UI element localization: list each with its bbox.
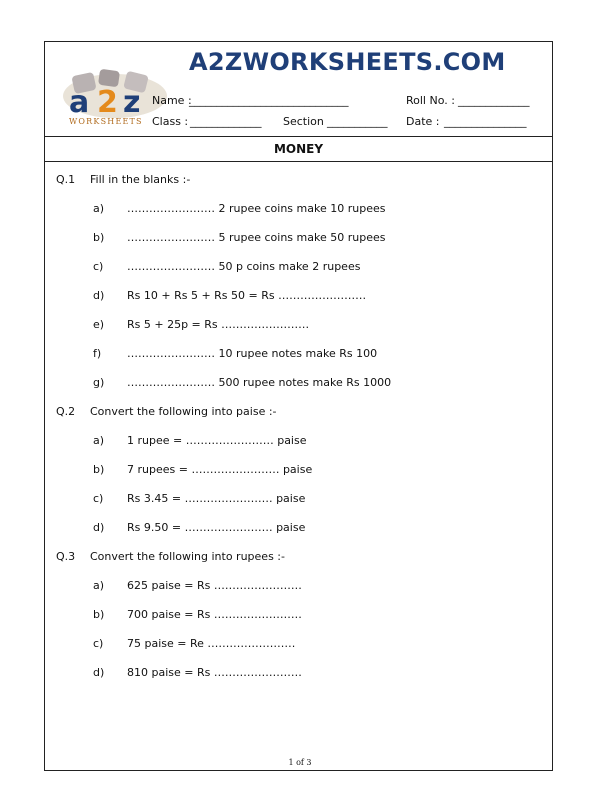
item-label: a) <box>93 202 105 215</box>
question-prompt: Convert the following into rupees :- <box>90 550 285 563</box>
site-title: A2ZWORKSHEETS.COM <box>189 48 506 76</box>
date-field[interactable]: _______________ <box>444 115 527 128</box>
item-label: c) <box>93 260 104 273</box>
item-label: a) <box>93 579 105 592</box>
page-number: 1 of 3 <box>288 758 312 767</box>
item-label: a) <box>93 434 105 447</box>
roll-label: Roll No. : <box>406 94 455 107</box>
name-field[interactable]: _____________________________ <box>189 94 349 107</box>
question-item: Rs 10 + Rs 5 + Rs 50 = Rs …………………… <box>127 289 367 302</box>
question-number: Q.2 <box>56 405 76 418</box>
item-label: c) <box>93 492 104 505</box>
question-item: Rs 3.45 = …………………… paise <box>127 492 306 505</box>
question-item: …………………… 50 p coins make 2 rupees <box>127 260 361 273</box>
roll-field[interactable]: _____________ <box>458 94 530 107</box>
question-item: Rs 9.50 = …………………… paise <box>127 521 306 534</box>
question-item: 7 rupees = …………………… paise <box>127 463 313 476</box>
question-item: …………………… 2 rupee coins make 10 rupees <box>127 202 386 215</box>
item-label: b) <box>93 463 105 476</box>
item-label: c) <box>93 637 104 650</box>
logo-caption: WORKSHEETS <box>69 117 143 126</box>
question-item: 625 paise = Rs …………………… <box>127 579 302 592</box>
question-item: 810 paise = Rs …………………… <box>127 666 302 679</box>
question-item: …………………… 5 rupee coins make 50 rupees <box>127 231 386 244</box>
question-item: 1 rupee = …………………… paise <box>127 434 307 447</box>
name-label: Name : <box>152 94 192 107</box>
class-field[interactable]: _____________ <box>190 115 262 128</box>
item-label: b) <box>93 608 105 621</box>
question-item: …………………… 10 rupee notes make Rs 100 <box>127 347 378 360</box>
item-label: d) <box>93 289 105 302</box>
question-item: 75 paise = Re …………………… <box>127 637 296 650</box>
logo-letter-z: z <box>123 85 141 120</box>
title-row <box>45 137 552 162</box>
question-item: …………………… 500 rupee notes make Rs 1000 <box>127 376 392 389</box>
item-label: d) <box>93 521 105 534</box>
question-prompt: Fill in the blanks :- <box>90 173 191 186</box>
logo-letter-2: 2 <box>97 85 118 120</box>
question-number: Q.3 <box>56 550 76 563</box>
date-label: Date : <box>406 115 440 128</box>
worksheet-header <box>45 42 552 137</box>
item-label: e) <box>93 318 105 331</box>
question-prompt: Convert the following into paise :- <box>90 405 277 418</box>
worksheet-title: MONEY <box>273 142 324 156</box>
item-label: d) <box>93 666 105 679</box>
item-label: g) <box>93 376 105 389</box>
item-label: f) <box>93 347 102 360</box>
class-label: Class : <box>152 115 189 128</box>
section-label: Section <box>283 115 324 128</box>
item-label: b) <box>93 231 105 244</box>
question-item: 700 paise = Rs …………………… <box>127 608 302 621</box>
section-field[interactable]: ___________ <box>327 115 388 128</box>
question-item: Rs 5 + 25p = Rs …………………… <box>127 318 310 331</box>
logo-letter-a: a <box>69 85 90 120</box>
question-number: Q.1 <box>56 173 76 186</box>
